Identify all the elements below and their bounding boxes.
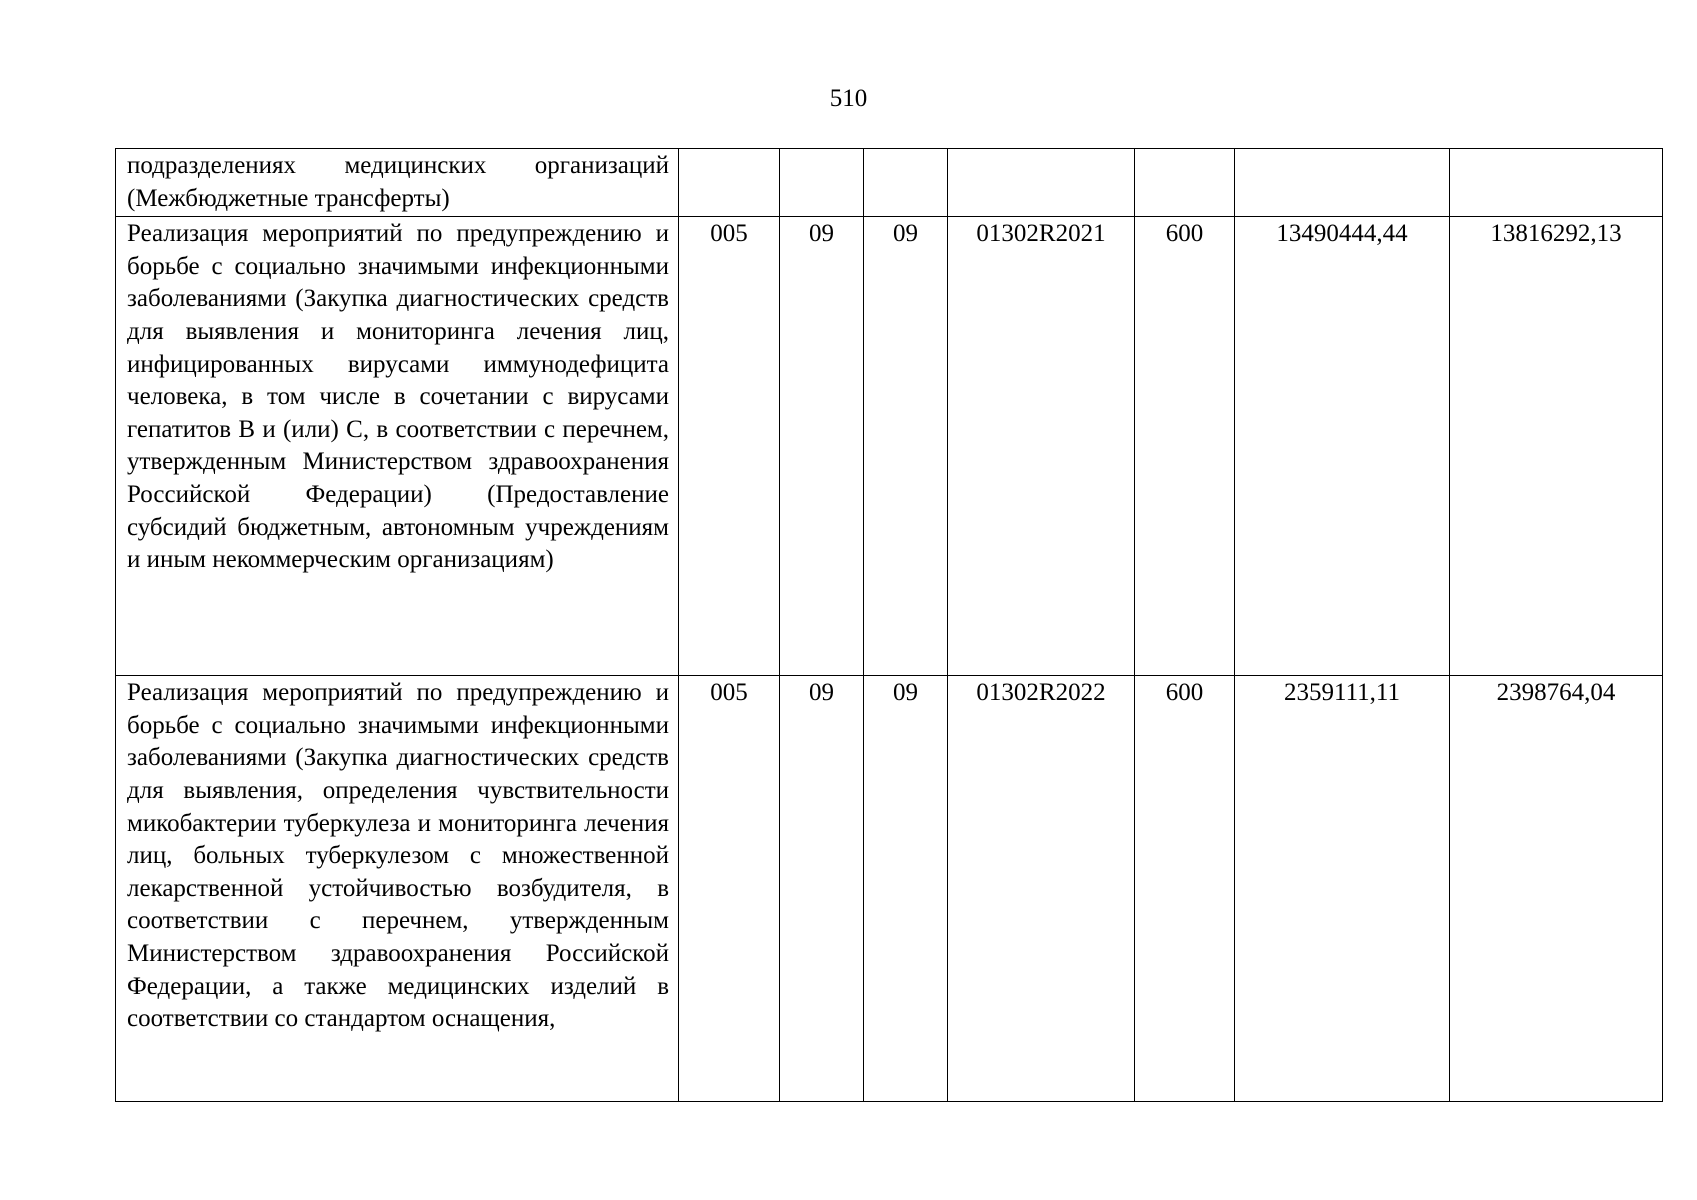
table-row (116, 217, 1663, 676)
subsection-code-cell: 09 (864, 676, 948, 1102)
amount-year1-cell: 2359111,11 (1235, 676, 1450, 1102)
expense-type-cell: 600 (1135, 217, 1235, 676)
target-article-cell (948, 149, 1135, 217)
target-article-cell: 01302R2021 (948, 217, 1135, 676)
section-code-cell (780, 149, 864, 217)
table-row (116, 676, 1663, 1102)
row-description: Реализация мероприятий по предупреждению и борьбе с социально значимыми инфекционными заболеваниями (Закупка диагностических средств для выявления, определения чувствительности микобактерии туберкулеза и мониторинга лечения лиц, больных туберкулезом с множественной лекарственной устойчивостью возбудителя, в соответствии с перечнем, утвержденным Министерством здравоохранения Российской Федерации, а также медицинских изделий в соответствии со стандартом оснащения, (116, 676, 679, 1102)
table-row (116, 149, 1663, 217)
section-code-cell: 09 (780, 217, 864, 676)
expense-type-cell: 600 (1135, 676, 1235, 1102)
ministry-code-cell: 005 (679, 217, 780, 676)
amount-year1-cell (1235, 149, 1450, 217)
amount-year1-cell: 13490444,44 (1235, 217, 1450, 676)
subsection-code-cell: 09 (864, 217, 948, 676)
section-code-cell: 09 (780, 676, 864, 1102)
ministry-code-cell (679, 149, 780, 217)
row-description: Реализация мероприятий по предупреждению и борьбе с социально значимыми инфекционными заболеваниями (Закупка диагностических средств для выявления и мониторинга лечения лиц, инфицированных вирусами иммунодефицита человека, в том числе в сочетании с вирусами гепатитов В и (или) С, в соответствии с перечнем, утвержденным Министерством здравоохранения Российской Федерации) (Предоставление субсидий бюджетным, автономным учреждениям и иным некоммерческим организациям) (116, 217, 679, 676)
target-article-cell: 01302R2022 (948, 676, 1135, 1102)
subsection-code-cell (864, 149, 948, 217)
row-description: подразделениях медицинских организаций (Межбюджетные трансферты) (116, 149, 679, 217)
amount-year2-cell: 13816292,13 (1450, 217, 1663, 676)
budget-table (115, 148, 1663, 1102)
expense-type-cell (1135, 149, 1235, 217)
ministry-code-cell: 005 (679, 676, 780, 1102)
amount-year2-cell: 2398764,04 (1450, 676, 1663, 1102)
amount-year2-cell (1450, 149, 1663, 217)
page-number: 510 (829, 85, 868, 112)
